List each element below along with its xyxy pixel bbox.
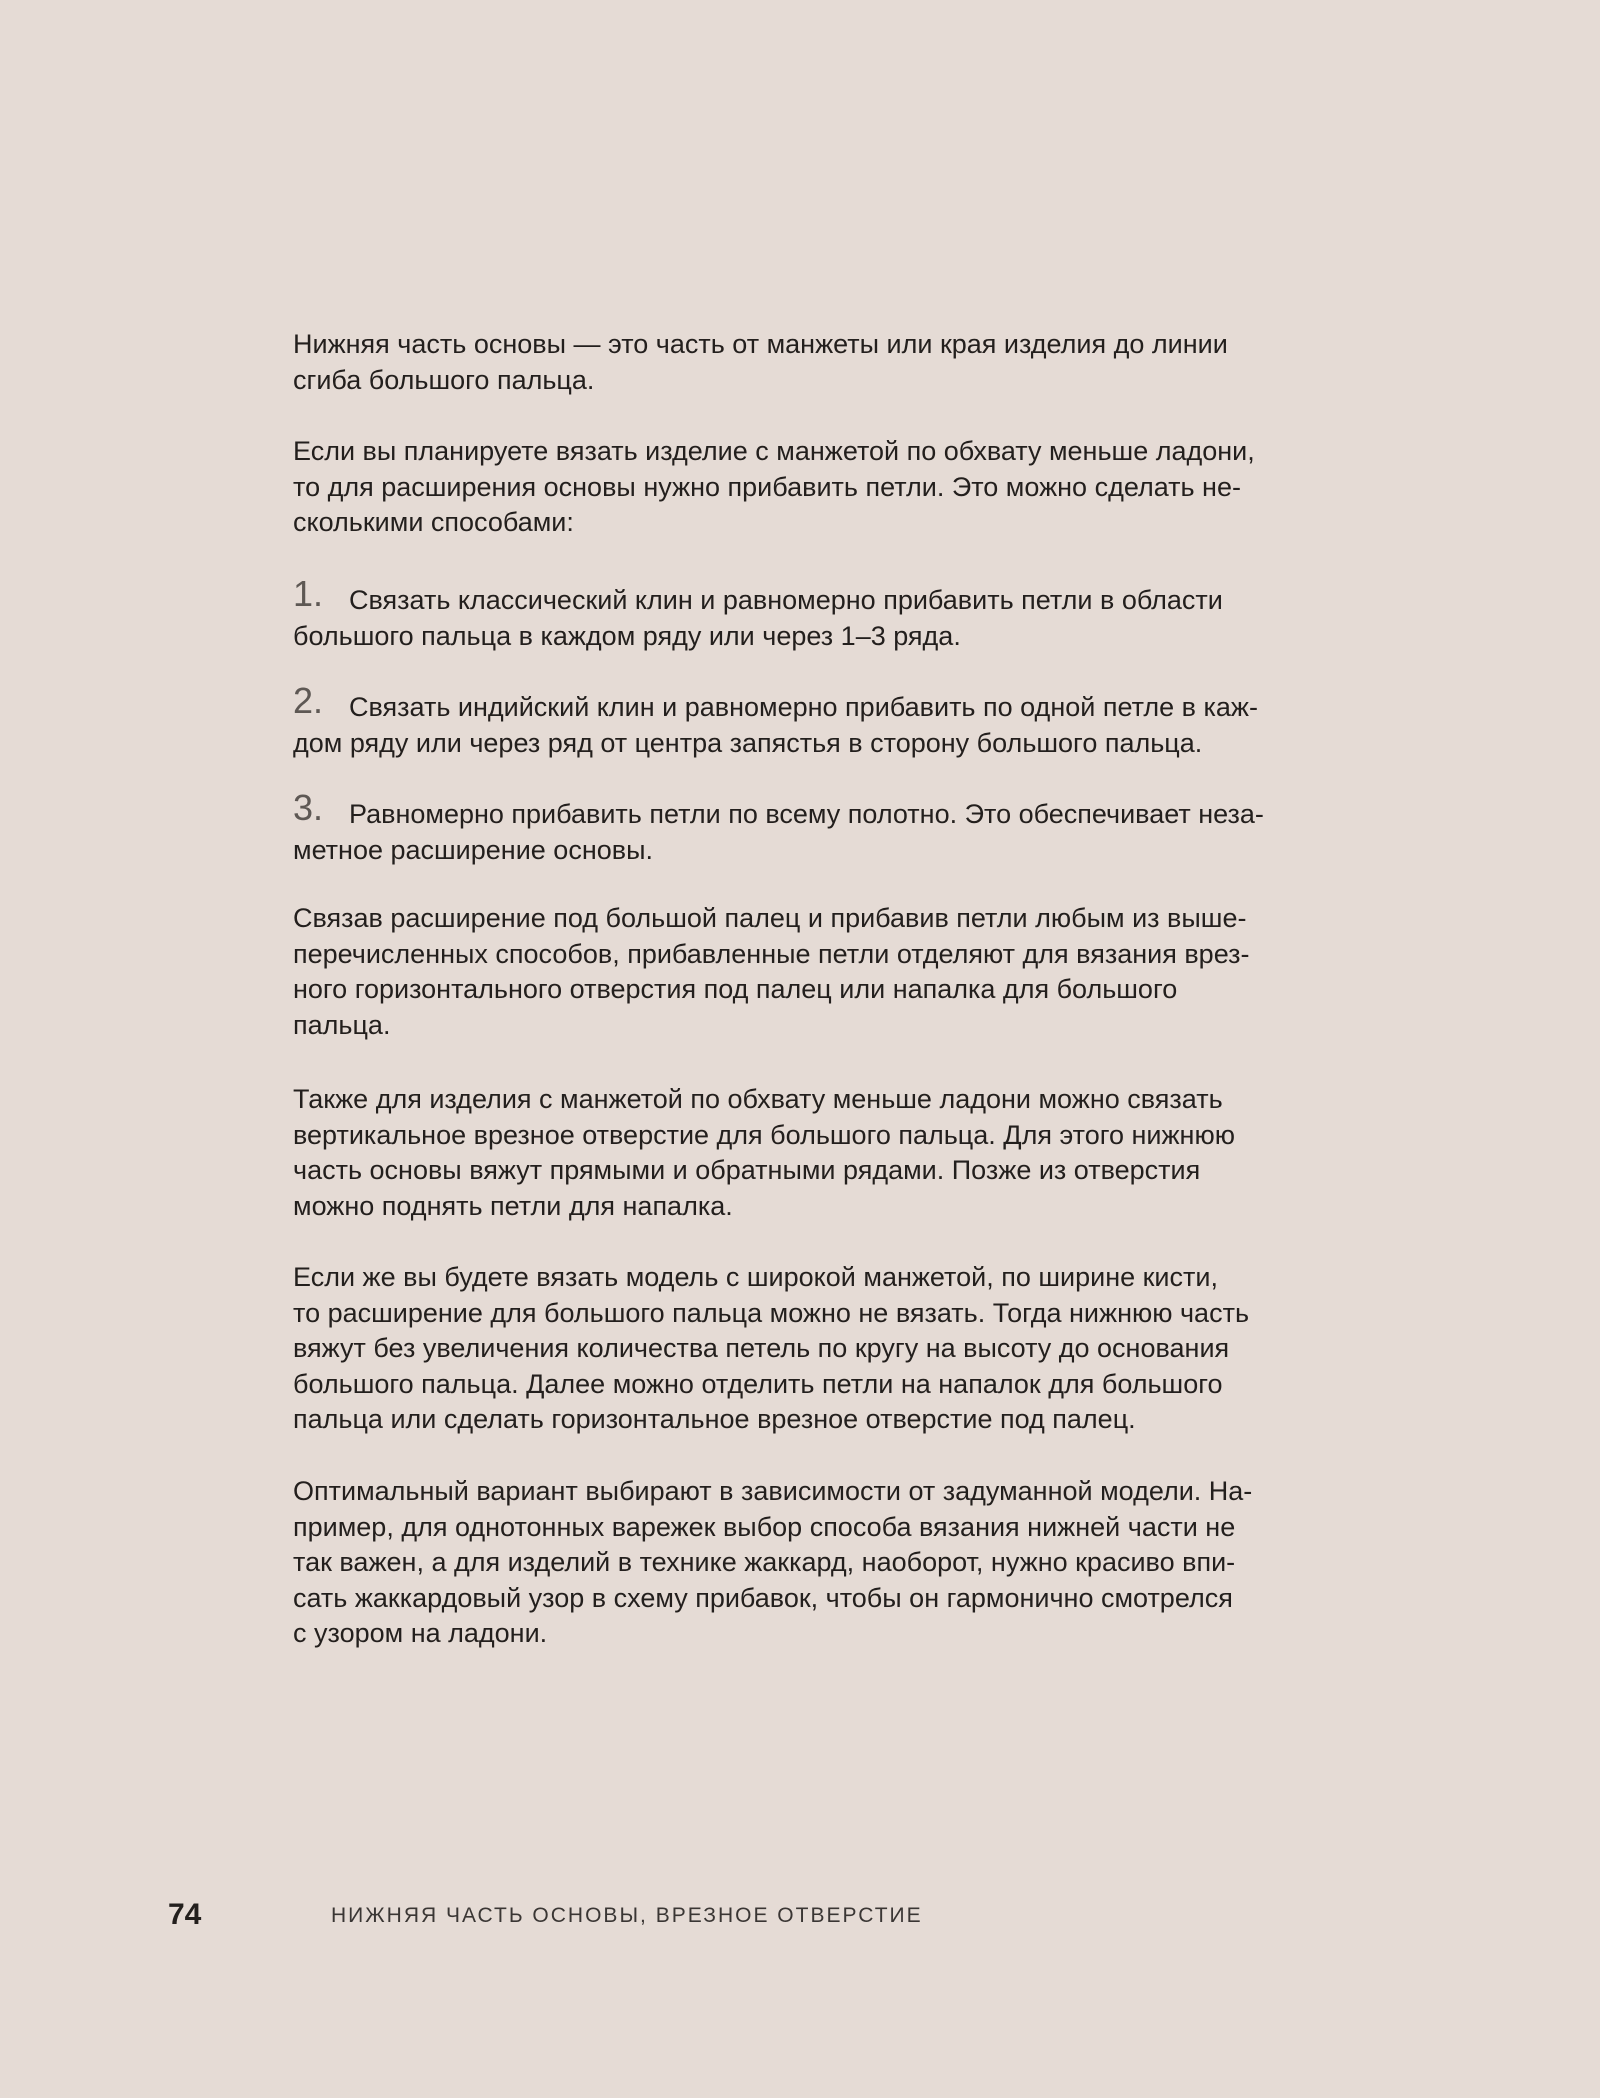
text-line: перечисленных способов, прибавленные петли отделяют для вязания врез-	[293, 938, 1250, 969]
text-line: большого пальца. Далее можно отделить петли на напалок для большого	[293, 1368, 1223, 1399]
text-line: можно поднять петли для напалка.	[293, 1190, 733, 1221]
text-line: пальца или сделать горизонтальное врезное отверстие под палец.	[293, 1404, 1136, 1435]
text-line: вертикальное врезное отверстие для большого пальца. Для этого нижнюю	[293, 1119, 1235, 1150]
page-number: 74	[168, 1898, 202, 1931]
text-line: то расширение для большого пальца можно не вязать. Тогда нижнюю часть	[293, 1297, 1250, 1328]
list-item-first-line	[293, 579, 1393, 619]
text-line: Равномерно прибавить петли по всему полотно. Это обеспечивает неза-	[349, 799, 1264, 829]
list-item-3	[293, 793, 1393, 868]
text-line: метное расширение основы.	[293, 834, 654, 865]
text-line: Если вы планируете вязать изделие с манжетой по обхвату меньше ладони,	[293, 436, 1255, 466]
list-number: 2.	[293, 686, 324, 716]
list-item-first-line	[293, 686, 1393, 726]
paragraph-after-4	[293, 1474, 1393, 1652]
paragraph-after-2	[293, 1082, 1393, 1224]
text-line: с узором на ладони.	[293, 1618, 548, 1649]
paragraph-methods-intro	[293, 434, 1393, 541]
paragraph-after-3	[293, 1260, 1393, 1438]
text-line: пример, для однотонных варежек выбор способа вязания нижней части не	[293, 1511, 1236, 1542]
text-line: сгиба большого пальца.	[293, 364, 595, 395]
text-line: Также для изделия с манжетой по обхвату меньше ладони можно связать	[293, 1084, 1223, 1114]
text-line: пальца.	[293, 1009, 391, 1040]
text-line: большого пальца в каждом ряду или через 1–3 ряда.	[293, 620, 961, 651]
text-line: Связав расширение под большой палец и прибавив петли любым из выше-	[293, 903, 1247, 933]
list-item-1	[293, 579, 1393, 654]
list-number: 3.	[293, 793, 324, 823]
list-item-first-line	[293, 793, 1393, 833]
text-line: то для расширения основы нужно прибавить петли. Это можно сделать не-	[293, 471, 1241, 502]
text-line: сколькими способами:	[293, 507, 574, 538]
text-line: дом ряду или через ряд от центра запястья в сторону большого пальца.	[293, 727, 1203, 758]
list-number: 1.	[293, 579, 324, 609]
text-line: Если же вы будете вязать модель с широкой манжетой, по ширине кисти,	[293, 1262, 1218, 1292]
text-line: вяжут без увеличения количества петель по кругу на высоту до основания	[293, 1333, 1230, 1364]
running-title: НИЖНЯЯ ЧАСТЬ ОСНОВЫ, ВРЕЗНОЕ ОТВЕРСТИЕ	[331, 1904, 923, 1927]
text-line: часть основы вяжут прямыми и обратными рядами. Позже из отверстия	[293, 1155, 1201, 1186]
text-line: Связать индийский клин и равномерно прибавить по одной петле в каж-	[349, 692, 1258, 722]
list-item-2	[293, 686, 1393, 761]
paragraph-after-1	[293, 901, 1393, 1043]
paragraph-intro	[293, 327, 1393, 398]
text-line: Связать классический клин и равномерно прибавить петли в области	[349, 585, 1223, 615]
text-line: ного горизонтального отверстия под палец или напалка для большого	[293, 974, 1178, 1005]
text-line: сать жаккардовый узор в схему прибавок, чтобы он гармонично смотрелся	[293, 1582, 1233, 1613]
text-line: так важен, а для изделий в технике жаккард, наоборот, нужно красиво впи-	[293, 1547, 1236, 1578]
text-line: Нижняя часть основы — это часть от манжеты или края изделия до линии	[293, 329, 1228, 359]
text-line: Оптимальный вариант выбирают в зависимости от задуманной модели. На-	[293, 1476, 1253, 1506]
